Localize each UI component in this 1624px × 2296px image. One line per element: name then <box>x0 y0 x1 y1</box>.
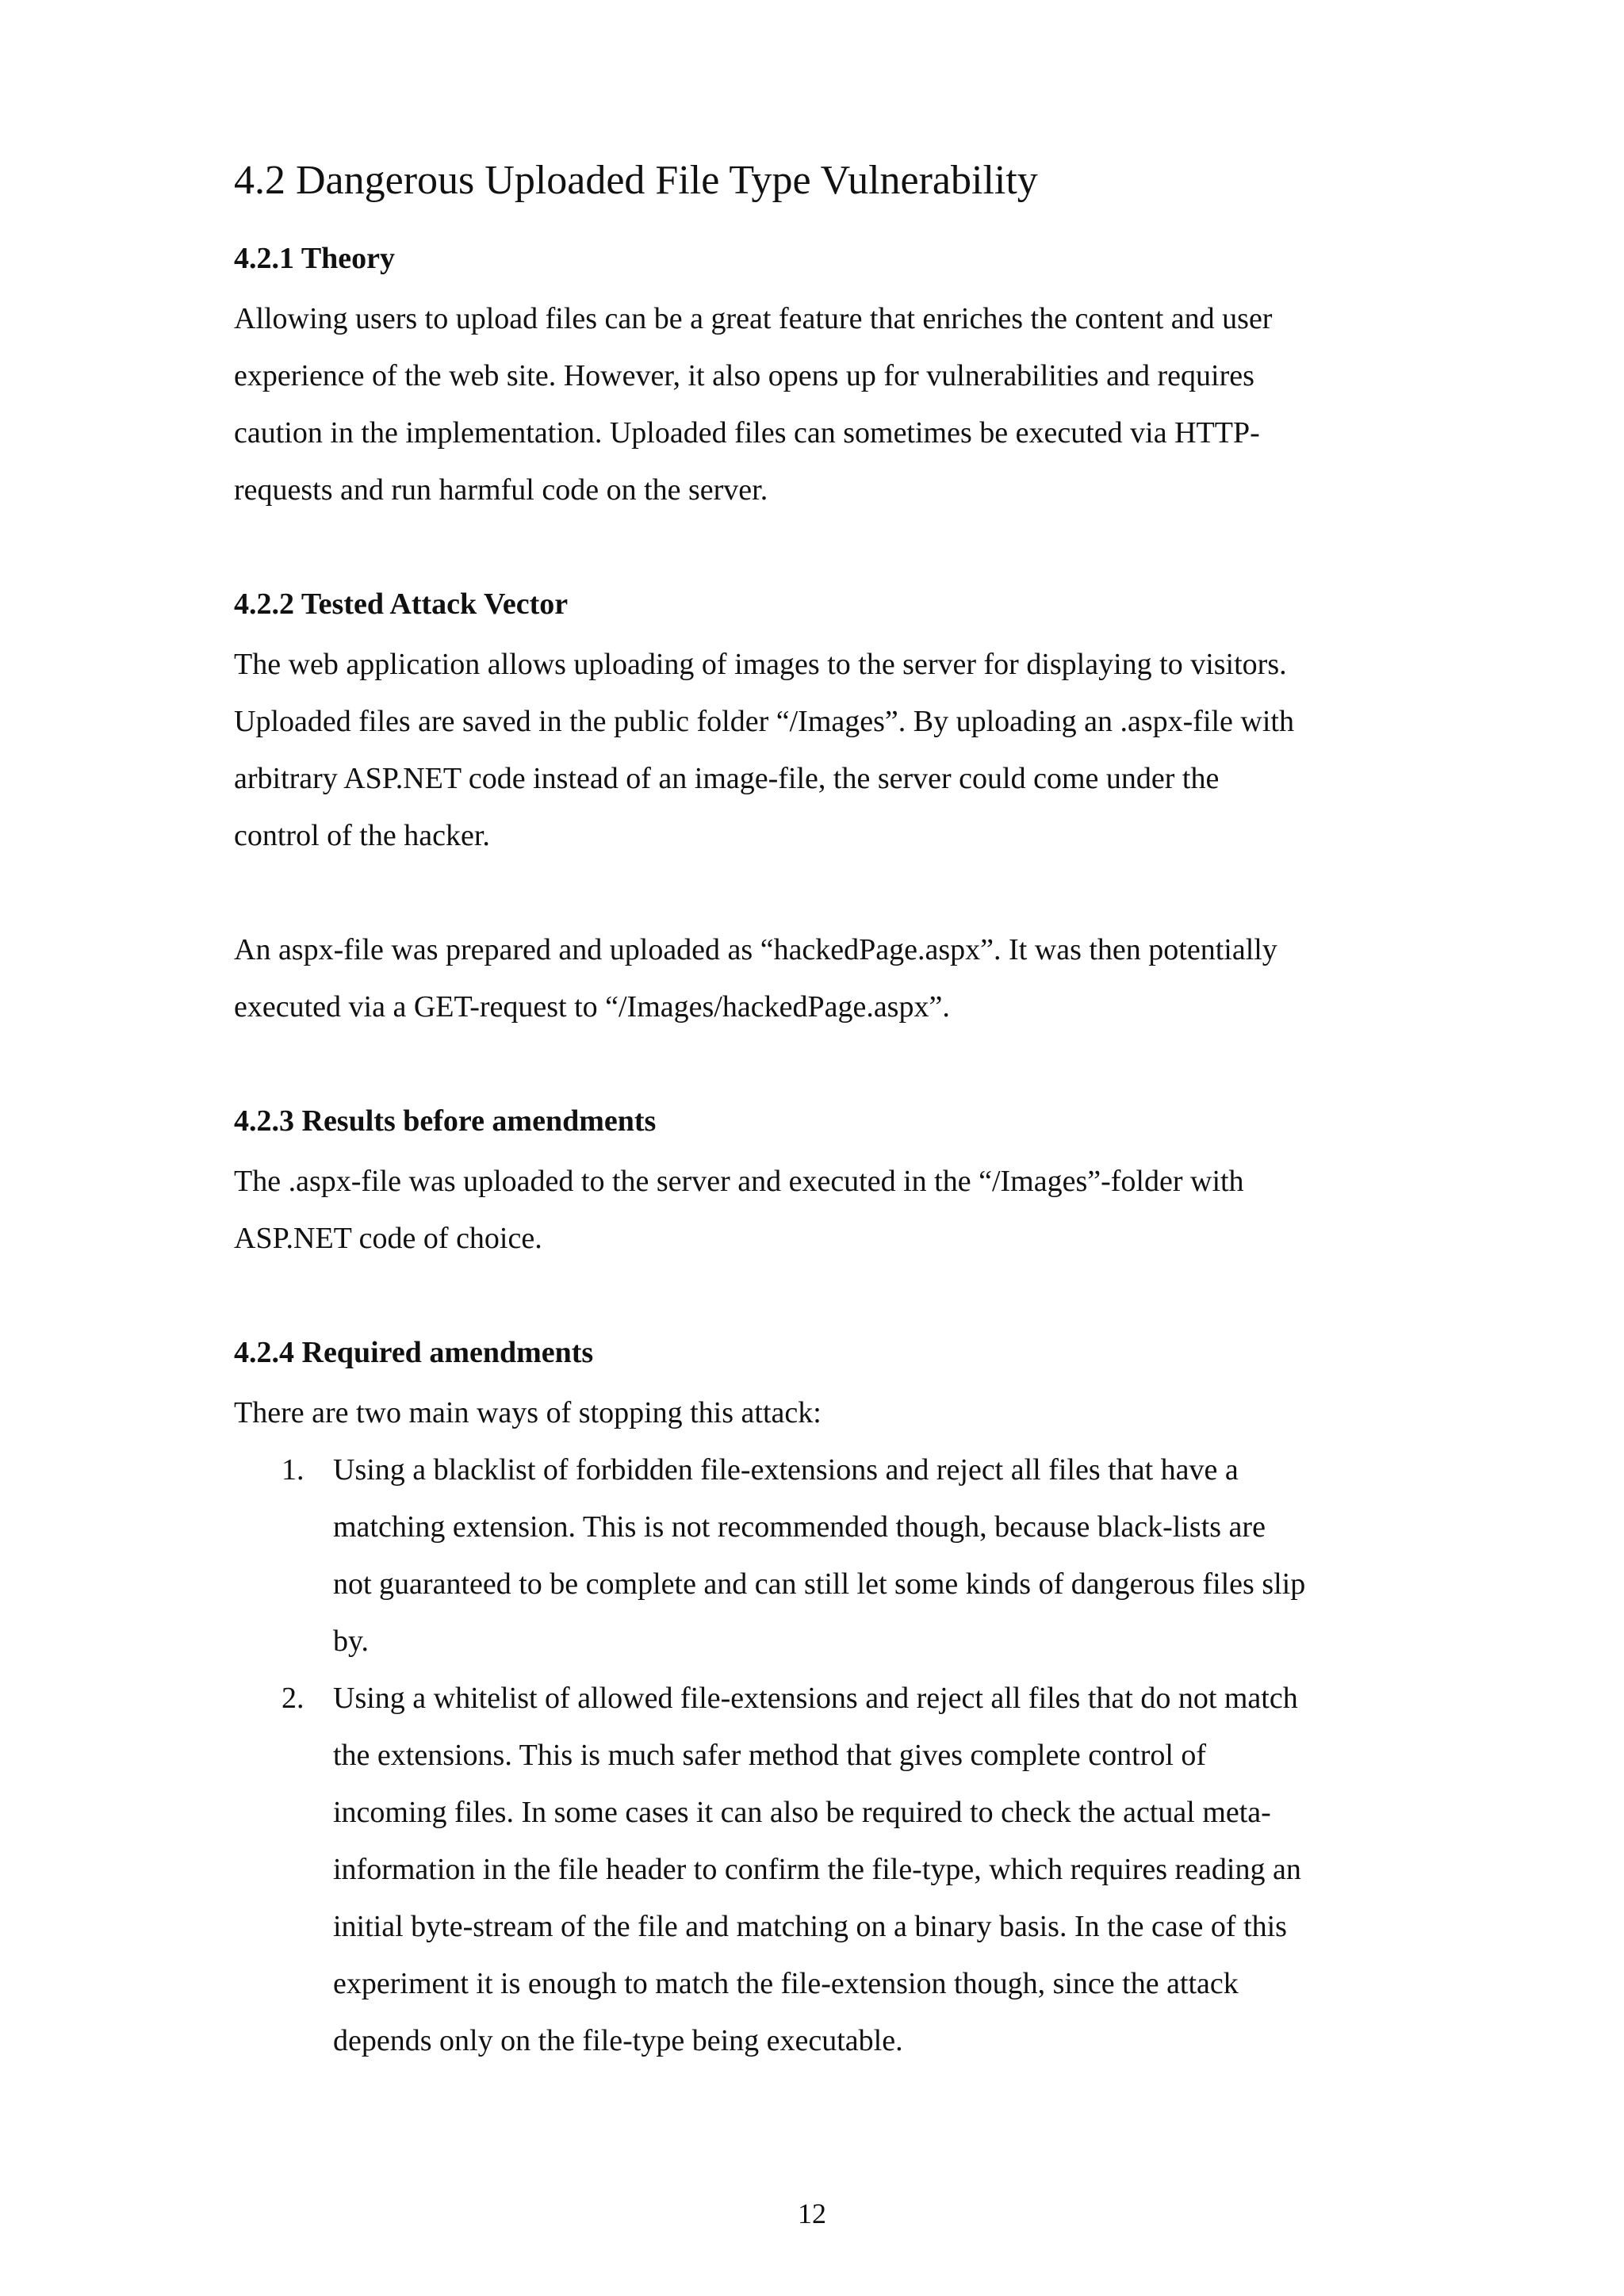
list-item-line: not guaranteed to be complete and can still let some kinds of dangerous files slip <box>333 1567 1306 1601</box>
attack-vector-line: Uploaded files are saved in the public folder “/Images”. By uploading an .aspx-file with <box>234 705 1294 738</box>
theory-heading-block <box>234 241 1408 276</box>
attack-vector-line: arbitrary ASP.NET code instead of an image-file, the server could come under the <box>234 762 1220 795</box>
results-heading: 4.2.3 Results before amendments <box>234 1104 657 1138</box>
attack-vector-paragraph-2 <box>234 921 1408 1035</box>
theory-line: Allowing users to upload files can be a great feature that enriches the content and user <box>234 302 1273 335</box>
theory-line: experience of the web site. However, it also opens up for vulnerabilities and requires <box>234 359 1254 392</box>
theory-line: requests and run harmful code on the server. <box>234 473 768 507</box>
amendments-intro: There are two main ways of stopping this attack: <box>234 1396 822 1429</box>
list-item-line: information in the file header to confirm the file-type, which requires reading an <box>333 1853 1301 1886</box>
list-item-number: 2. <box>282 1682 304 1715</box>
list-item-line: experiment it is enough to match the file-extension though, since the attack <box>333 1967 1239 2000</box>
theory-paragraph <box>234 290 1408 519</box>
list-item <box>282 1441 1408 1670</box>
results-line: The .aspx-file was uploaded to the server and executed in the “/Images”-folder with <box>234 1165 1244 1198</box>
section-title: 4.2 Dangerous Uploaded File Type Vulnerability <box>234 158 1038 203</box>
theory-heading: 4.2.1 Theory <box>234 242 396 275</box>
amendments-list <box>282 1441 1408 2069</box>
attack-vector-line: control of the hacker. <box>234 819 490 852</box>
attack-vector-line: An aspx-file was prepared and uploaded as “hackedPage.aspx”. It was then potentially <box>234 933 1277 966</box>
list-item-line: matching extension. This is not recommended though, because black-lists are <box>333 1510 1266 1544</box>
section-title-block <box>234 157 1408 205</box>
list-item-line: by. <box>333 1624 370 1658</box>
results-paragraph <box>234 1153 1408 1267</box>
list-item-line: depends only on the file-type being executable. <box>333 2024 903 2057</box>
amendments-heading: 4.2.4 Required amendments <box>234 1336 594 1369</box>
amendments-intro-block <box>234 1384 1408 1441</box>
page-number: 12 <box>798 2198 826 2229</box>
attack-vector-paragraph-1 <box>234 636 1408 864</box>
attack-vector-heading: 4.2.2 Tested Attack Vector <box>234 587 569 621</box>
attack-vector-heading-block <box>234 587 1408 622</box>
amendments-heading-block <box>234 1335 1408 1370</box>
results-line: ASP.NET code of choice. <box>234 1222 542 1255</box>
results-heading-block <box>234 1104 1408 1138</box>
list-item-line: Using a whitelist of allowed file-extensions and reject all files that do not match <box>333 1682 1298 1715</box>
attack-vector-line: executed via a GET-request to “/Images/hackedPage.aspx”. <box>234 990 950 1024</box>
theory-line: caution in the implementation. Uploaded files can sometimes be executed via HTTP- <box>234 416 1260 450</box>
attack-vector-line: The web application allows uploading of images to the server for displaying to visitors. <box>234 648 1287 681</box>
list-item-line: the extensions. This is much safer method that gives complete control of <box>333 1739 1207 1772</box>
list-item-line: Using a blacklist of forbidden file-extensions and reject all files that have a <box>333 1453 1239 1487</box>
list-item-line: incoming files. In some cases it can also be required to check the actual meta- <box>333 1796 1271 1829</box>
list-item-number: 1. <box>282 1453 304 1487</box>
list-item-line: initial byte-stream of the file and matching on a binary basis. In the case of this <box>333 1910 1287 1943</box>
list-item <box>282 1670 1408 2069</box>
